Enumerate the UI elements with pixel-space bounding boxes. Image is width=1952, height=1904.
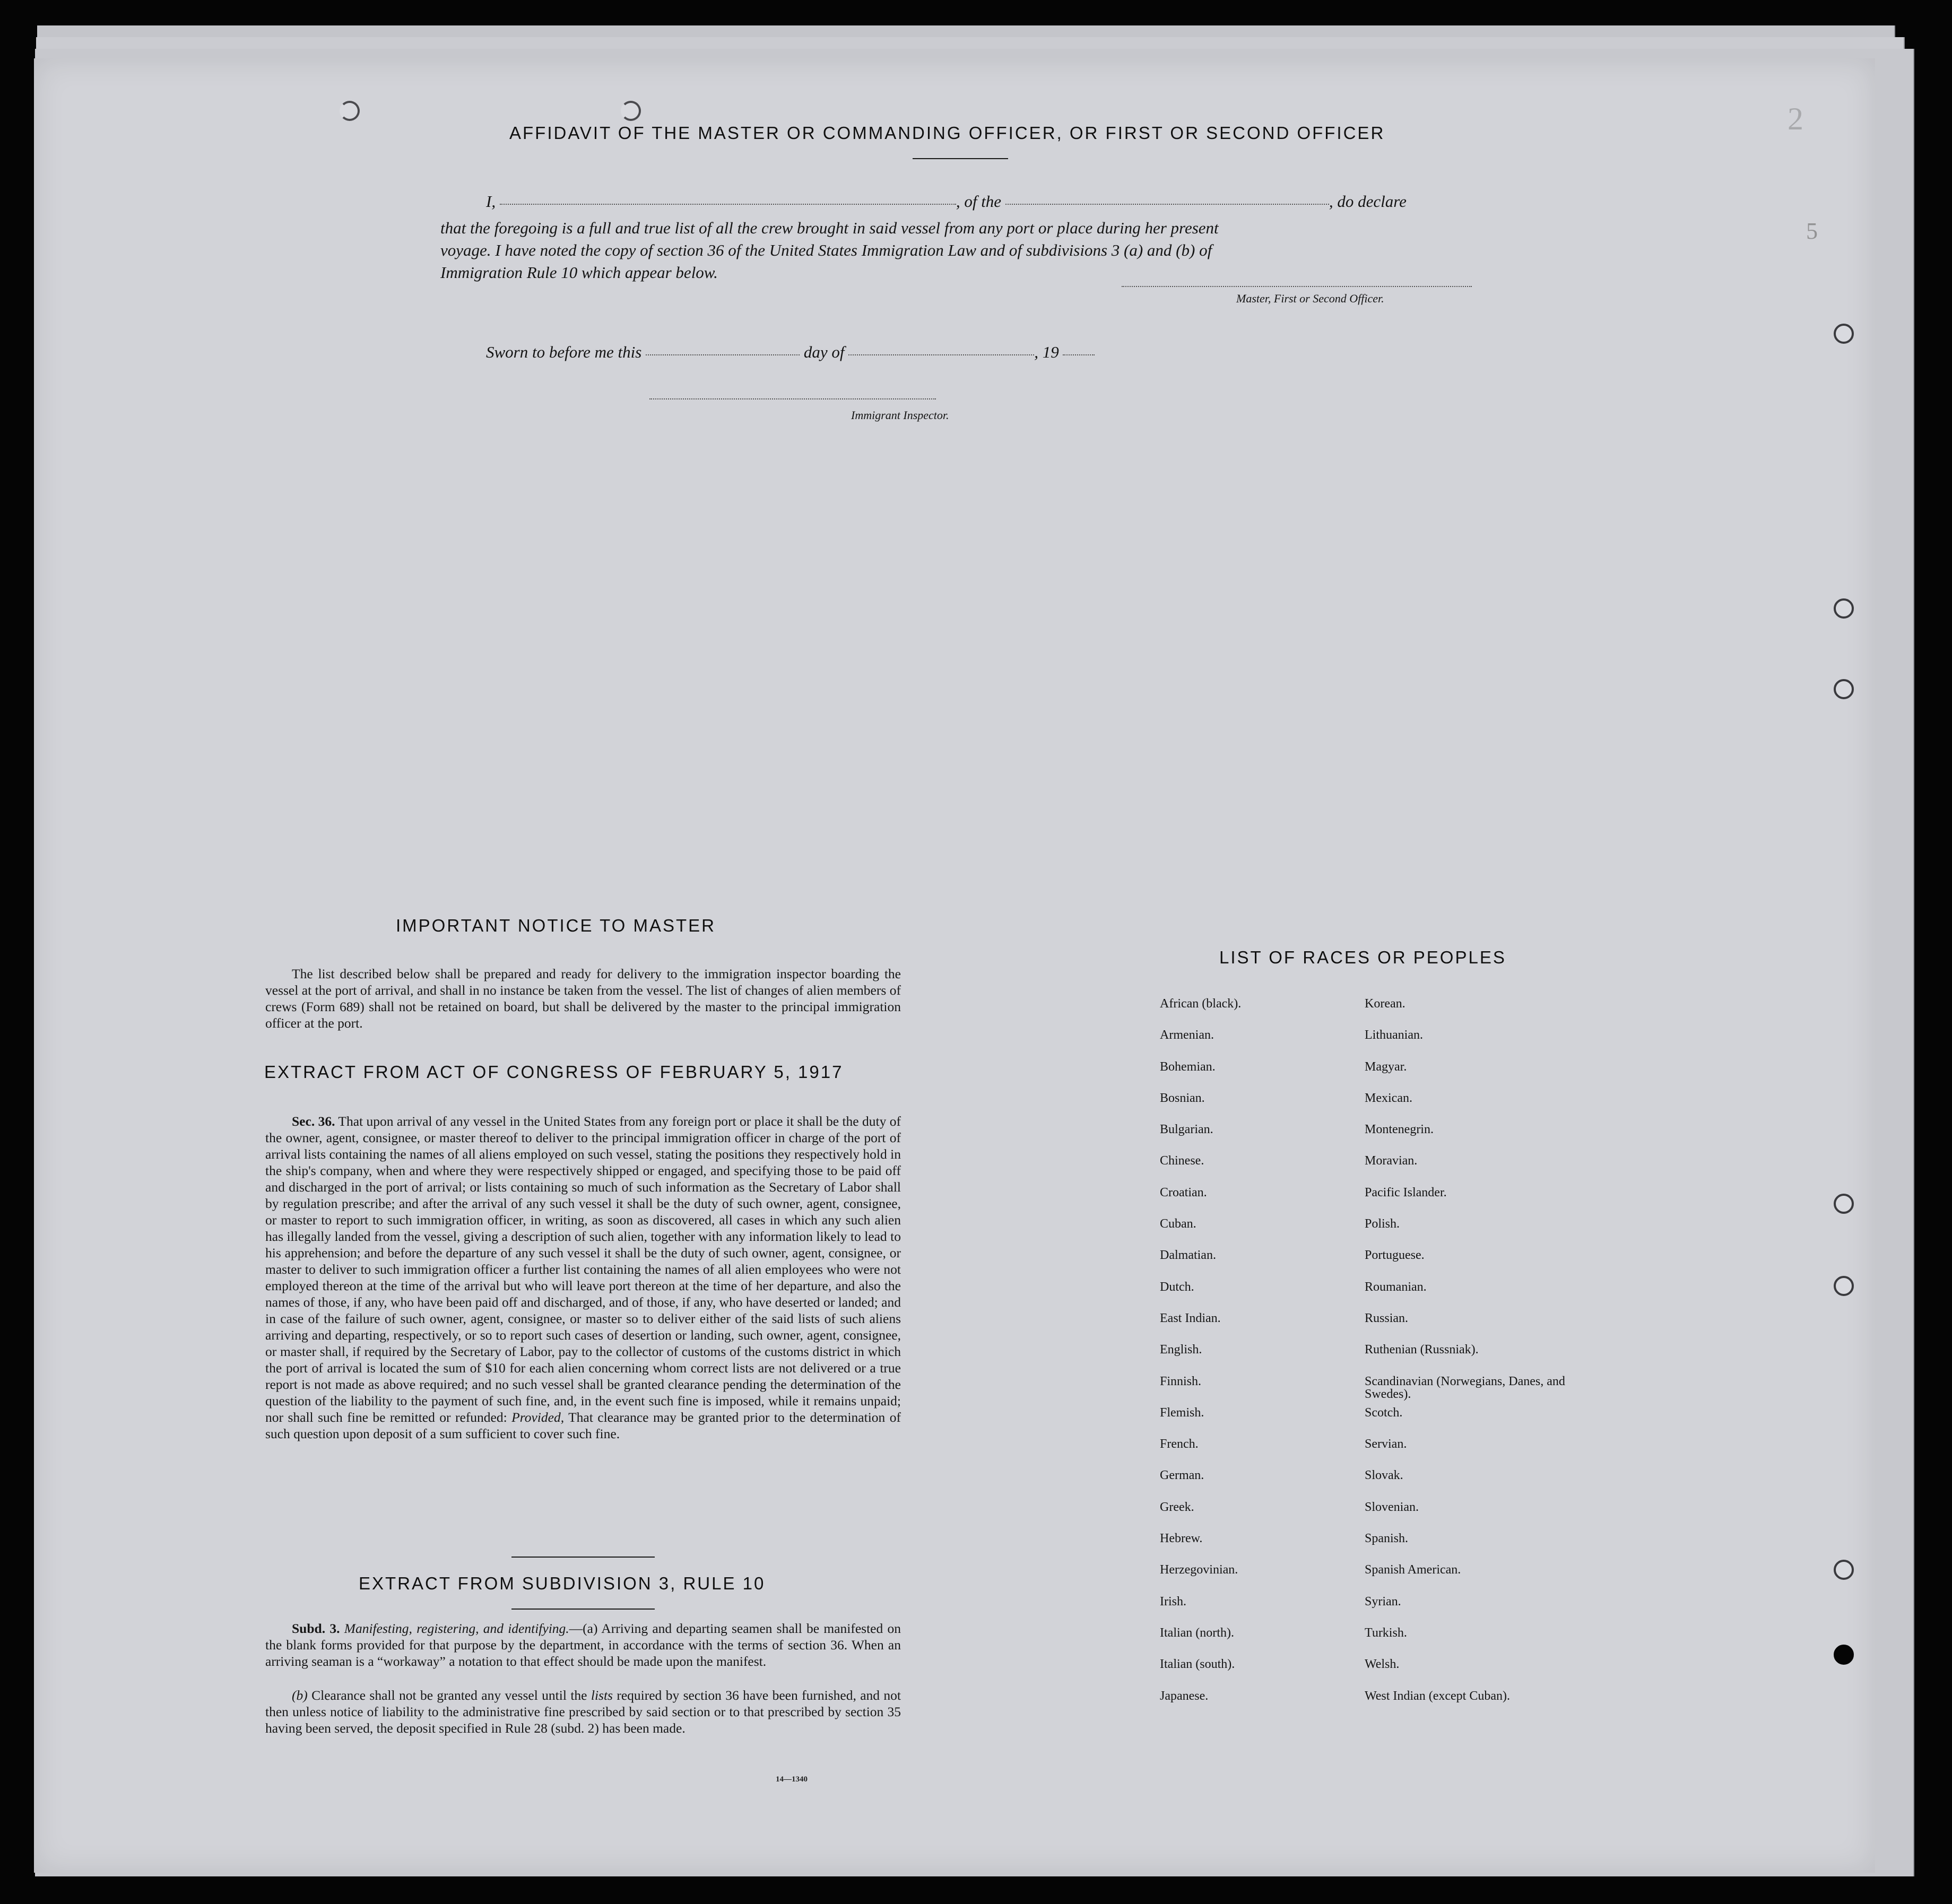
race-item: Chinese.: [1160, 1154, 1204, 1168]
month-field[interactable]: [848, 354, 1034, 355]
races-column-1: [1160, 997, 1241, 1721]
race-item: Slovenian.: [1365, 1500, 1419, 1514]
race-item: Bosnian.: [1160, 1091, 1205, 1105]
race-item: Croatian.: [1160, 1185, 1207, 1199]
race-item: Turkish.: [1365, 1625, 1407, 1640]
race-item: Dalmatian.: [1160, 1248, 1216, 1263]
races-title: LIST OF RACES OR PEOPLES: [1219, 947, 1506, 967]
act-extract-title: EXTRACT FROM ACT OF CONGRESS OF FEBRUARY 5, 1917: [264, 1062, 844, 1082]
rule-extract-p2: (b) Clearance shall not be granted any vessel until the lists required by section 36 have been furnished, and not then unless notice of liability to the administrative fine prescribed by said section or to that prescribed by section 35 having been served, the deposit specified in Rule 28 (subd. 2) has been made.: [265, 1688, 901, 1736]
inspector-signature-field[interactable]: [649, 398, 936, 399]
race-item: Korean.: [1365, 997, 1406, 1011]
title-rule: [913, 158, 1008, 159]
punch-hole: [1834, 1560, 1854, 1580]
punch-hole: [1834, 324, 1854, 344]
day-field[interactable]: [646, 354, 800, 355]
race-item: West Indian (except Cuban).: [1365, 1689, 1510, 1703]
race-item: Bulgarian.: [1160, 1123, 1213, 1137]
race-item: Finnish.: [1160, 1374, 1202, 1388]
act-extract-body: Sec. 36. That upon arrival of any vessel in the United States from any foreign port or place it shall be the duty of the owner, agent, consignee, or master thereof to deliver to the principal immigration officer in charge of the port of arrival lists containing the names of all aliens employed on such vessel, stating the positions they respectively hold in the ship's company, when and where they were respectively shipped or engaged, and specifying those to be paid off and discharged in the port of arrival; or lists containing so much of such information as the Secretary of Labor shall by regulation prescribe; and after the arrival of any such vessel it shall be the duty of such owner, agent, consignee, or master to report to such immigration officer, in writing, as soon as discovered, all cases in which any such alien has illegally landed from the vessel, giving a description of such alien, together with any information likely to lead to his apprehension; and before the departure of any such vessel it shall be the duty of such owner, agent, consignee, or master to deliver to such immigration officer a further list containing the names of all alien employees who were not employed thereon at the time of the arrival but who will leave port thereon at the time of her departure, and also the names of those, if any, who have been paid off and discharged, and of those, if any, who have deserted or landed; and in case of the failure of such owner, agent, consignee, or master so to deliver either of the said lists of such aliens arriving and departing, respectively, or so to report such cases of desertion or landing, such owner, agent, consignee, or master shall, if required by the Secretary of Labor, pay to the collector of customs of the customs district in which the port of arrival is located the sum of $10 for each alien concerning whom correct lists are not delivered or a true report is not made as above required; and no such vessel shall be granted clearance pending the determination of the question of the liability to the payment of such fine, and, in the event such fine is imposed, while it remains unpaid; nor shall such fine be remitted or refunded: Provided, That clearance may be granted prior to the determination of such question upon deposit of a sum sufficient to cover such fine.: [265, 1114, 901, 1441]
race-item: Italian (north).: [1160, 1625, 1234, 1640]
race-item: Lithuanian.: [1365, 1028, 1423, 1042]
race-item: Cuban.: [1160, 1217, 1196, 1231]
race-item: Moravian.: [1365, 1154, 1418, 1168]
rule-extract-title: EXTRACT FROM SUBDIVISION 3, RULE 10: [359, 1573, 766, 1593]
race-item: German.: [1160, 1468, 1204, 1483]
margin-mark: 5: [1806, 218, 1818, 244]
manifest-page: [34, 58, 1875, 1873]
inspector-signature-label: Immigrant Inspector.: [851, 408, 949, 422]
race-item: Welsh.: [1365, 1657, 1400, 1672]
race-item: Armenian.: [1160, 1028, 1214, 1042]
year-field[interactable]: [1063, 354, 1095, 355]
affidavit-line-4: Immigration Rule 10 which appear below.: [440, 263, 718, 282]
race-item: Irish.: [1160, 1594, 1186, 1609]
master-signature-field[interactable]: [1122, 285, 1472, 287]
race-item: Montenegrin.: [1365, 1123, 1434, 1137]
race-item: French.: [1160, 1437, 1199, 1451]
race-item: Mexican.: [1365, 1091, 1412, 1105]
race-item: Japanese.: [1160, 1689, 1209, 1703]
race-item: Slovak.: [1365, 1468, 1403, 1483]
race-item: Ruthenian (Russniak).: [1365, 1343, 1479, 1357]
race-item: Syrian.: [1365, 1594, 1401, 1609]
punch-hole: [621, 101, 641, 121]
race-item: Portuguese.: [1365, 1248, 1425, 1263]
punch-hole: [1834, 598, 1854, 619]
rule-extract-p1: Subd. 3. Manifesting, registering, and identifying.—(a) Arriving and departing seamen shall be manifested on the blank forms provided for that purpose by the department, in accordance with the terms of section 36. When an arriving seaman is a “workaway” a notation to that effect should be made upon the manifest.: [265, 1621, 901, 1669]
races-column-2: [1365, 997, 1566, 1721]
race-item: Bohemian.: [1160, 1059, 1216, 1074]
race-item: Italian (south).: [1160, 1657, 1235, 1672]
affidavit-line-1: I, , of the , do declare: [486, 192, 1407, 211]
master-signature-label: Master, First or Second Officer.: [1236, 292, 1384, 305]
affidavit-title: AFFIDAVIT OF THE MASTER OR COMMANDING OFFICER, OR FIRST OR SECOND OFFICER: [509, 123, 1385, 143]
section-rule: [511, 1557, 655, 1558]
race-item: Hebrew.: [1160, 1532, 1203, 1546]
form-number: 14—1340: [776, 1775, 808, 1784]
race-item: Spanish American.: [1365, 1563, 1461, 1577]
race-item: Greek.: [1160, 1500, 1194, 1514]
punch-hole: [1834, 679, 1854, 699]
vessel-field[interactable]: [1005, 203, 1329, 205]
affidavit-line-3: voyage. I have noted the copy of section 36 of the United States Immigration Law and of subdivisions 3 (a) and (b) of: [440, 241, 1212, 259]
punch-hole: [340, 101, 360, 121]
notice-title: IMPORTANT NOTICE TO MASTER: [396, 916, 716, 935]
race-item: Servian.: [1365, 1437, 1407, 1451]
race-item: African (black).: [1160, 997, 1242, 1011]
margin-mark: 2: [1788, 101, 1803, 136]
race-item: East Indian.: [1160, 1311, 1221, 1325]
punch-hole: [1834, 1276, 1854, 1296]
section-rule: [511, 1609, 655, 1610]
sworn-line: Sworn to before me this day of , 19: [486, 343, 1095, 362]
race-item: Herzegovinian.: [1160, 1563, 1238, 1577]
race-item: English.: [1160, 1343, 1202, 1357]
notice-body: The list described below shall be prepared and ready for delivery to the immigration inspector boarding the vessel at the port of arrival, and shall in no instance be taken from the vessel. The list of changes of alien members of crews (Form 689) shall not be retained on board, but shall be delivered by the master to the principal immigration officer at the port.: [265, 966, 901, 1031]
race-item: Scandinavian (Norwegians, Danes, and Swedes).: [1365, 1374, 1565, 1401]
affidavit-line-2: that the foregoing is a full and true list of all the crew brought in said vessel from any port or place during her present: [440, 219, 1219, 237]
race-item: Flemish.: [1160, 1405, 1204, 1420]
race-item: Russian.: [1365, 1311, 1409, 1325]
race-item: Pacific Islander.: [1365, 1185, 1447, 1199]
punch-hole: [1834, 1645, 1854, 1665]
punch-hole: [1834, 1194, 1854, 1214]
race-item: Scotch.: [1365, 1405, 1403, 1420]
race-item: Magyar.: [1365, 1059, 1407, 1074]
name-field[interactable]: [500, 203, 956, 205]
race-item: Spanish.: [1365, 1532, 1409, 1546]
race-item: Dutch.: [1160, 1280, 1194, 1294]
race-item: Roumanian.: [1365, 1280, 1427, 1294]
race-item: Polish.: [1365, 1217, 1400, 1231]
